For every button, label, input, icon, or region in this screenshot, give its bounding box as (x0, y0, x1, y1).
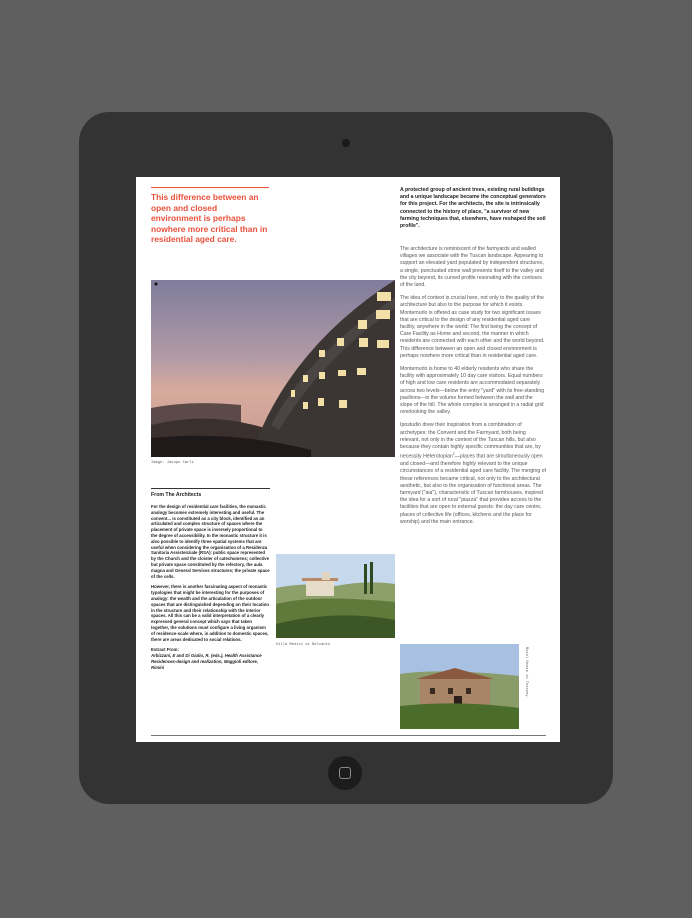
farmhouse-photo-caption: Rural House in Tuscany (524, 647, 528, 697)
main-photo-caption: Image: Jacopo Carli (151, 461, 194, 465)
home-button[interactable] (328, 756, 362, 790)
main-photo (151, 280, 395, 457)
body-paragraph-1: The architecture is reminiscent of the farmyards and walled villages we associate with the Tuscan landscape. Appearing to support an elevated yard populated by independent structures, a single, punctuated stone wall presents itself to the valley and the city beyond, its curved profile resonating with the contours of the land. (400, 246, 544, 289)
section-divider (151, 488, 270, 489)
villa-photo-illustration (276, 554, 395, 638)
farmhouse-photo (400, 644, 519, 729)
tablet-device (79, 112, 613, 804)
article-page[interactable] (136, 177, 560, 742)
farmhouse-photo-illustration (400, 644, 519, 729)
article-body (400, 246, 546, 532)
villa-photo-caption: Villa Medici di Belcanto (276, 643, 331, 647)
camera-icon (342, 139, 350, 147)
extract-label: Extract From: (151, 647, 179, 653)
body-paragraph-3: Montemurlo is home to 40 elderly residents who share the facility with approximately 10 day care visitors. Equal numbers of high and low care residents are accommodated separately across two levels—below the entry "yard" with its free-standing pavilions—in the volume formed between the wall and the slope of the hill. The whole complex is arranged in a radial grid overlooking the valley. (400, 366, 545, 416)
body-paragraph-4 (400, 422, 546, 526)
architects-quote-1: For the design of residential care facilities, the monastic analogy becomes extremely interesting and useful. The convent... is constituted as a city block, identified as an articulated and complex structure of spaces where the placement of private space is inversely proportional to the degree of accessibility. In the monastic structure it is also possible to identify three spatial systems that are useful when considering the organisation of a Residenza Sanitaria Assistenziale (RSA): public space represented by the Church and the cloister of catechumens; collective but private space constituted by the refectory, the aula magna and General Services structures; the private space of the cells. (151, 504, 270, 579)
architects-heading: From The Architects (151, 492, 202, 498)
building-photo-illustration (151, 280, 395, 457)
extract-source: Arbizzani, E and Di Giulio, R. (eds.), Health Assistance Residences-design and realization, Maggioli editore, Rimini (151, 653, 262, 670)
pull-quote: This difference between an open and closed environment is perhaps nowhere more critical than in residential aged care. (151, 187, 269, 245)
body-paragraph-4-part-a: Ipostudio drew their inspiration from a combination of archetypes: the Convent and the Farmyard, both being relevant, not only in the context of the Tuscan hills, but also because they contain highly specific communities that are, by necessity Heterotopian (400, 422, 541, 461)
architects-quote-2: However, there is another fascinating aspect of monastic typologies that might be interesting for the purposes of analogy: the wealth and the articulation of the outdoor spaces that are distinguished depending on their location in the structure and their relationship with the interior spaces. All this can be a valid interpretation of a clearly expressed general concept which says that taken together, the solutions must configure a living organism of residence-scale where, in addition to domestic spaces, there are areas dedicated to social relations. (151, 584, 269, 642)
intro-paragraph: A protected group of ancient trees, existing rural buildings and a unique landscape became the conceptual generators for this project. For the architects, the site is intrinsically connected to the history of place, "a survivor of new farming techniques that, elsewhere, have reshaped the soil profile". (400, 187, 546, 230)
footer-divider (151, 735, 546, 736)
architects-section (151, 488, 270, 676)
body-paragraph-2: The idea of context is crucial here, not only to the quality of the architecture but also to the purpose for which it exists. Montemurlo is offered as case study for two significant issues that are critical to the design of any residential aged care facility, anywhere in the world: The first being the concept of Care Facility as Home and second, the manner in which residents are connected with each other and the world beyond. This difference between an open and closed environment is perhaps nowhere more critical than in residential aged care. (400, 295, 545, 359)
body-paragraph-4-part-b: —places that are simultaneously open and closed—and therefore highly relevant to the unique circumstances of a residential aged care facility. The merging of these references became critical, not only to the architectural aesthetic, but also to the organisation of functional areas. The farmyard ("aia"), characteristic of Tuscan farmhouses, inspired the idea for a sort of rural "piazza" that provides access to the facilities that are open to external guests: the day care centre, places of collective life (offices, kitchens and the place for worship) and the main entrance. (400, 454, 546, 525)
villa-photo (276, 554, 395, 638)
home-square-icon (339, 767, 351, 779)
footnote-marker[interactable]: 2 (452, 452, 455, 457)
